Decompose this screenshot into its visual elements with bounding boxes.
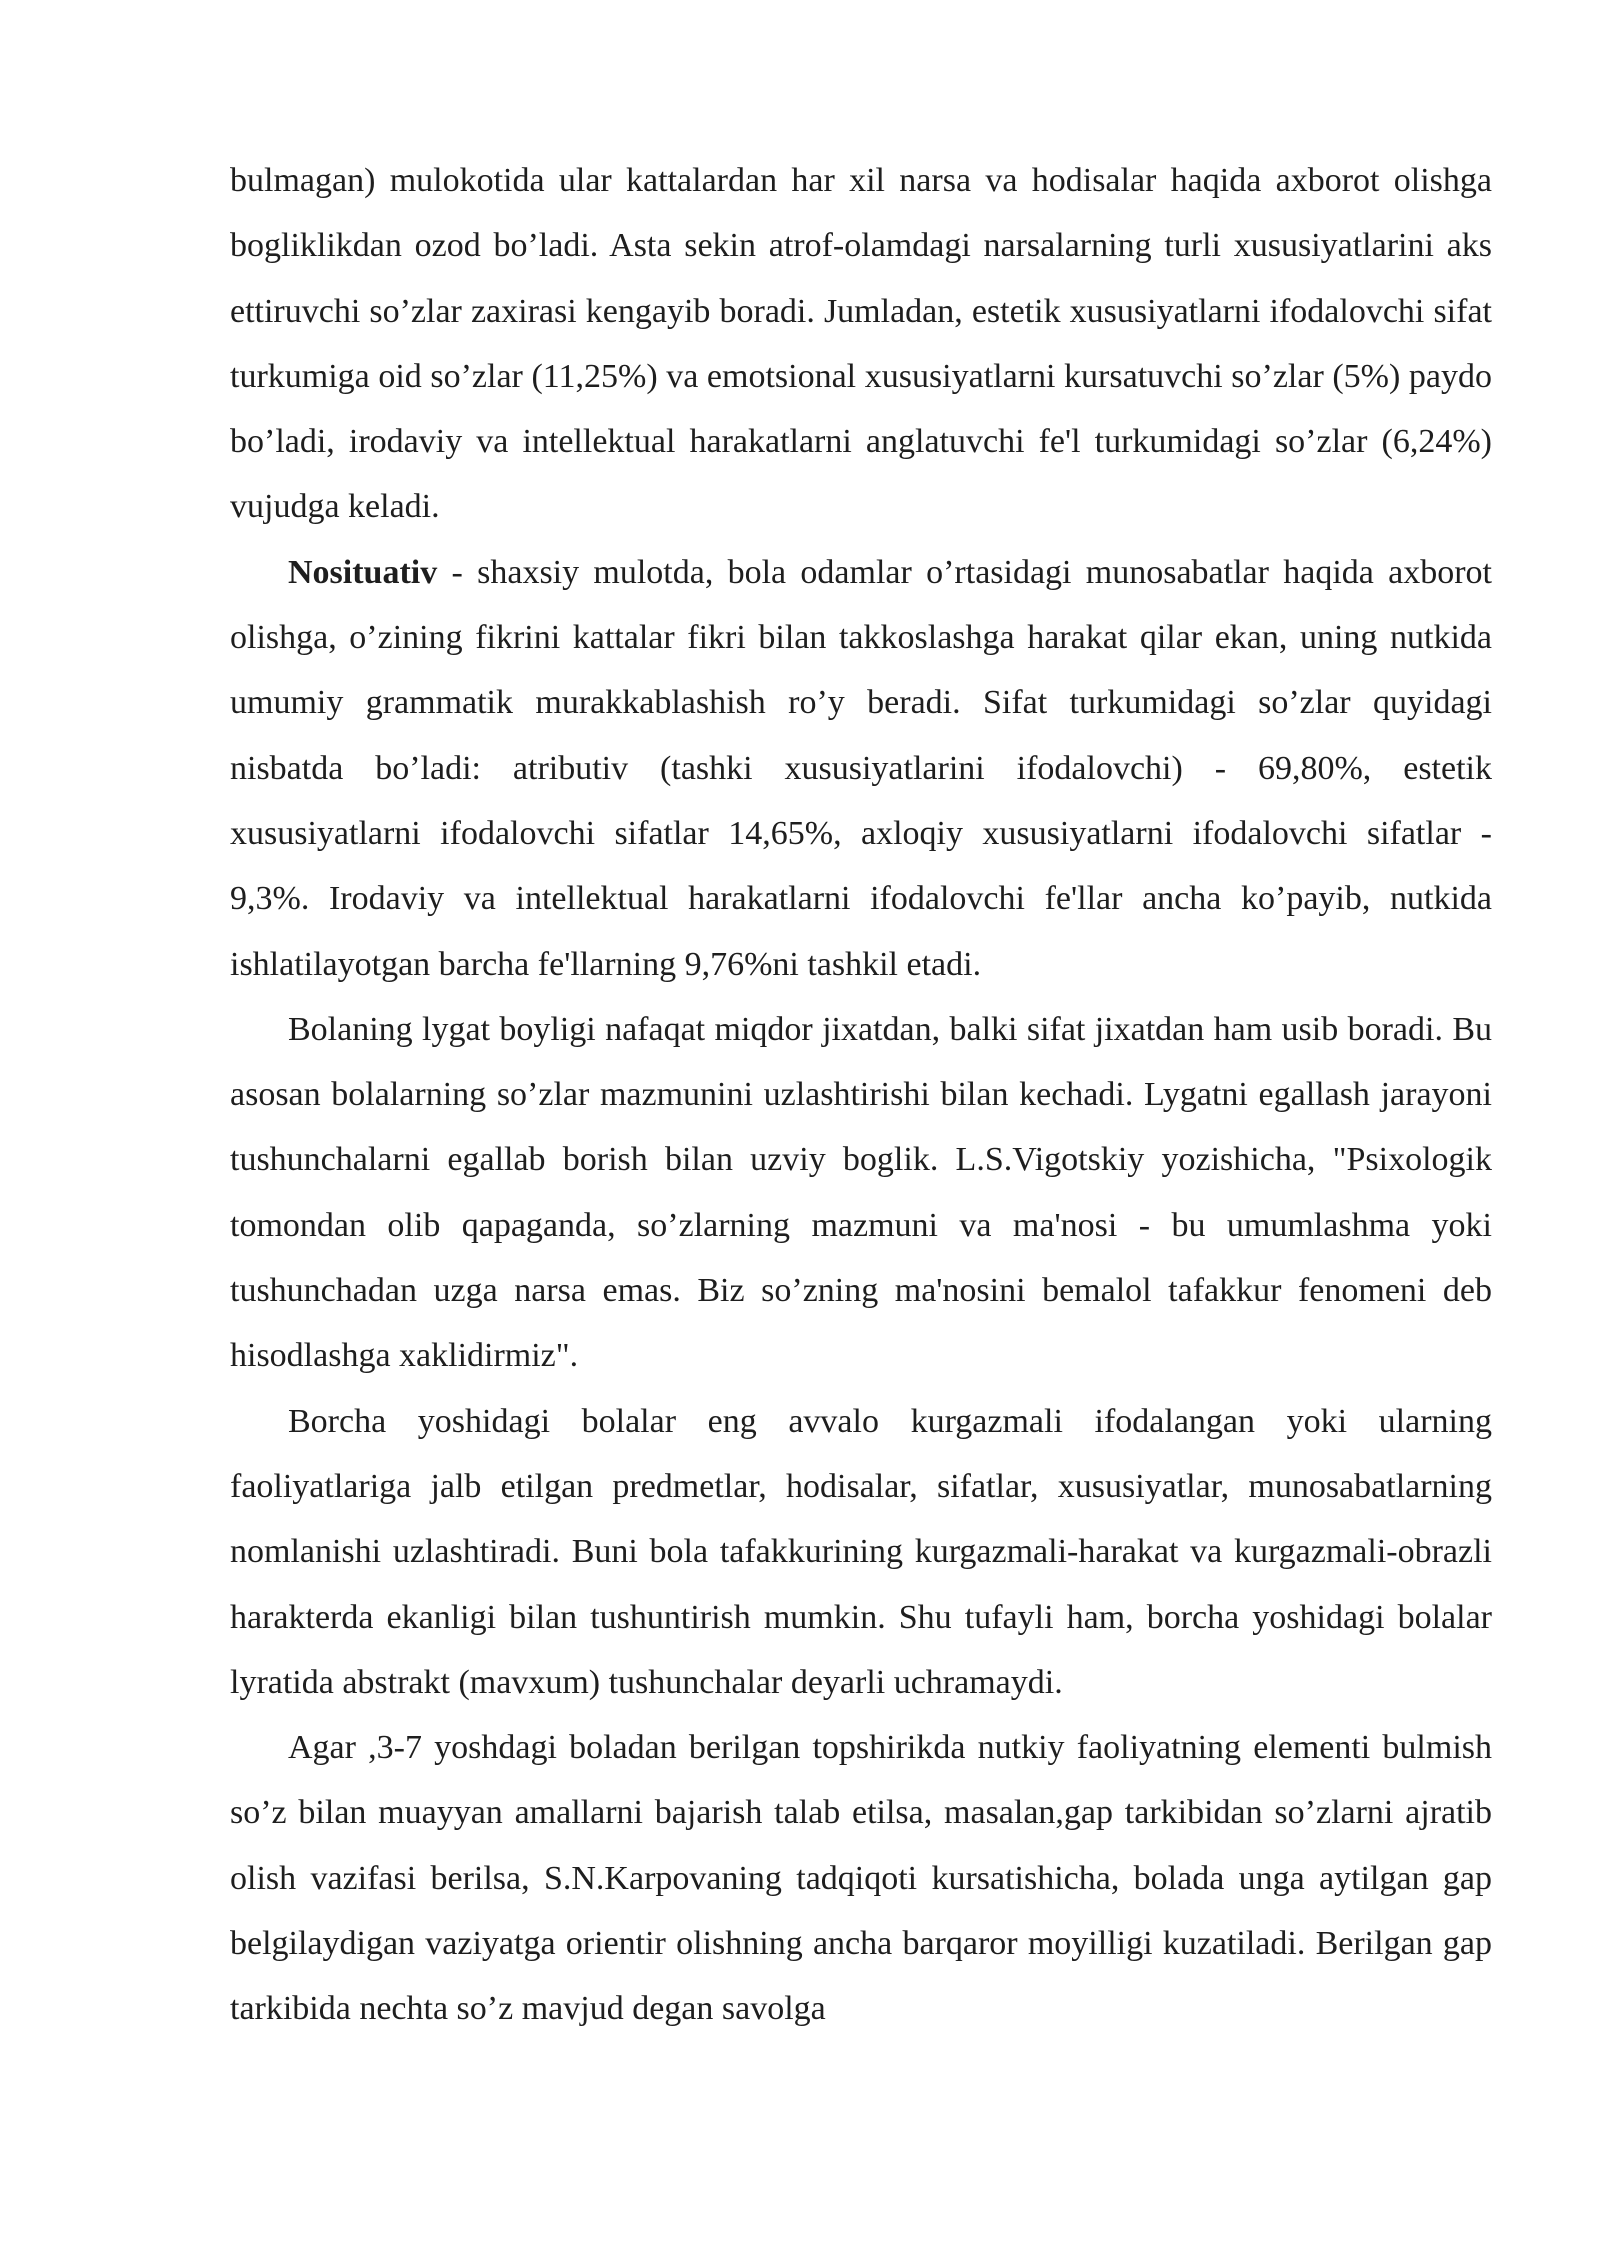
paragraph-text: bulmagan) mulokotida ular kattalardan har xil narsa va hodisalar haqida axborot olishga bogliklikdan ozod bo’ladi. Asta sekin atrof-olamdagi narsalarning turli xususiyatlarini aks ettiruvchi so’zlar zaxirasi kengayib boradi. Jumladan, estetik xususiyatlarni ifodalovchi sifat turkumiga oid so’zlar (11,25%) va emotsional xususiyatlarni kursatuvchi so’zlar (5%) paydo bo’ladi, irodaviy va intellektual harakatlarni anglatuvchi fe'l turkumidagi so’zlar (6,24%) vujudga keladi. <box>230 162 1492 526</box>
paragraph-4 <box>230 1389 1492 1715</box>
paragraph-lead-term: Nosituativ <box>288 553 438 591</box>
document-page <box>230 148 1492 2042</box>
paragraph-5 <box>230 1715 1492 2041</box>
paragraph-text: Agar ,3-7 yoshdagi boladan berilgan topshirikda nutkiy faoliyatning elementi bulmish so’z bilan muayyan amallarni bajarish talab etilsa, masalan,gap tarkibidan so’zlarni ajratib olish vazifasi berilsa, S.N.Karpovaning tadqiqoti kursatishicha, bolada unga aytilgan gap belgilaydigan vaziyatga orientir olishning ancha barqaror moyilligi kuzatiladi. Berilgan gap tarkibida nechta so’z mavjud degan savolga <box>230 1729 1492 2028</box>
paragraph-text: - shaxsiy mulotda, bola odamlar o’rtasidagi munosabatlar haqida axborot olishga, o’zining fikrini kattalar fikri bilan takkoslashga harakat qilar ekan, uning nutkida umumiy grammatik murakkablashish ro’y beradi. Sifat turkumidagi so’zlar quyidagi nisbatda bo’ladi: atributiv (tashki xususiyatlarini ifodalovchi) - 69,80%, estetik xususiyatlarni ifodalovchi sifatlar 14,65%, axloqiy xususiyatlarni ifodalovchi sifatlar - 9,3%. Irodaviy va intellektual harakatlarni ifodalovchi fe'llar ancha ko’payib, nutkida ishlatilayotgan barcha fe'llarning 9,76%ni tashkil etadi. <box>230 553 1492 983</box>
paragraph-text: Bolaning lygat boyligi nafaqat miqdor jixatdan, balki sifat jixatdan ham usib boradi. Bu asosan bolalarning so’zlar mazmunini uzlashtirishi bilan kechadi. Lygatni egallash jarayoni tushunchalarni egallab borish bilan uzviy boglik. L.S.Vigotskiy yozishicha, "Psixologik tomondan olib qapaganda, so’zlarning mazmuni va ma'nosi - bu umumlashma yoki tushunchadan uzga narsa emas. Biz so’zning ma'nosini bemalol tafakkur fenomeni deb hisodlashga xaklidirmiz". <box>230 1010 1492 1375</box>
paragraph-2 <box>230 540 1492 997</box>
paragraph-1 <box>230 148 1492 540</box>
paragraph-text: Borcha yoshidagi bolalar eng avvalo kurgazmali ifodalangan yoki ularning faoliyatlariga jalb etilgan predmetlar, hodisalar, sifatlar, xususiyatlar, munosabatlarning nomlanishi uzlashtiradi. Buni bola tafakkurining kurgazmali-harakat va kurgazmali-obrazli harakterda ekanligi bilan tushuntirish mumkin. Shu tufayli ham, borcha yoshidagi bolalar lyratida abstrakt (mavxum) tushunchalar deyarli uchramaydi. <box>230 1402 1492 1701</box>
paragraph-3 <box>230 997 1492 1389</box>
